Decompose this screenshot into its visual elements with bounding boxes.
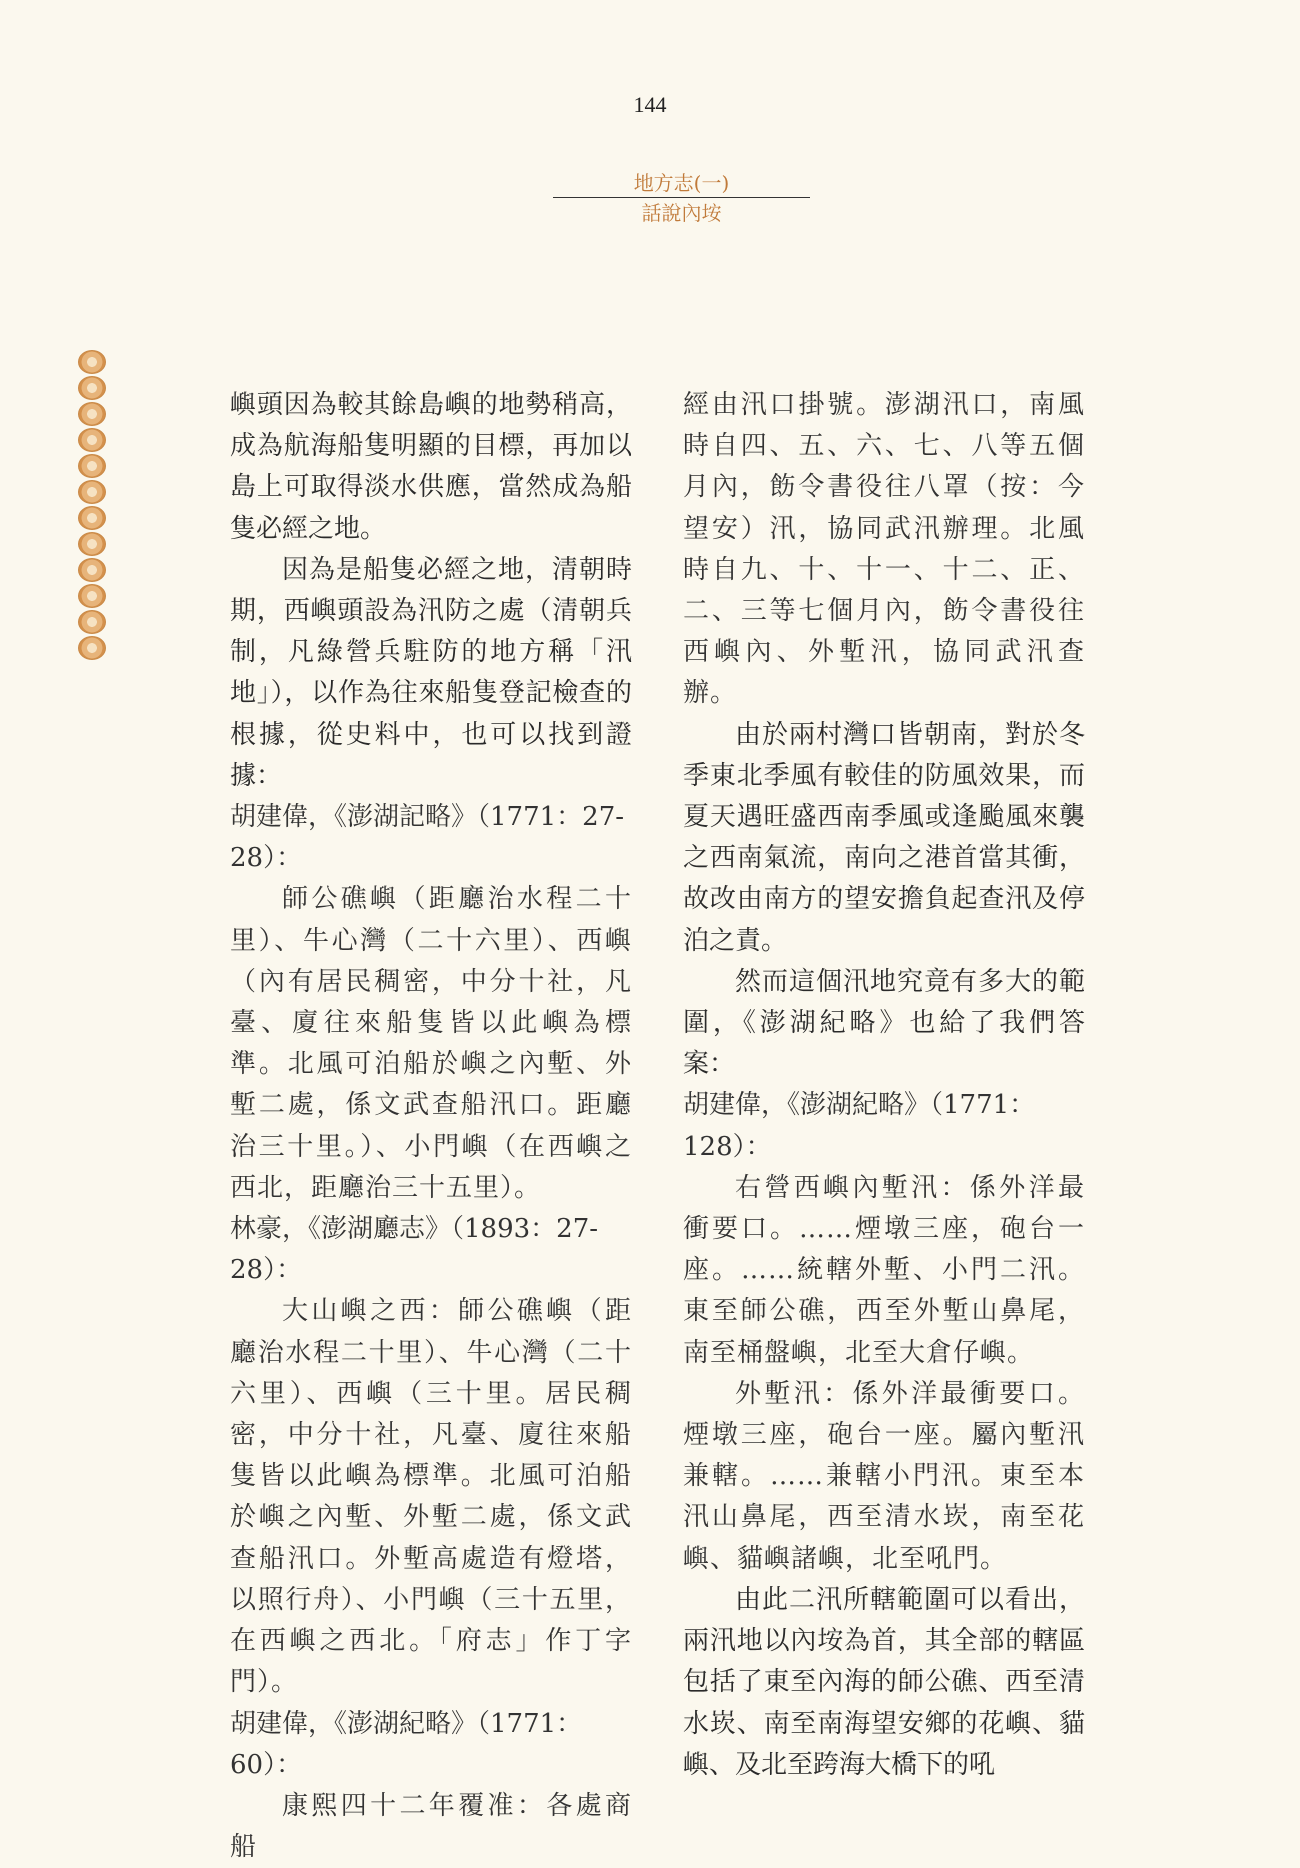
ornament-bead: [78, 506, 106, 530]
ornament-bead: [78, 636, 106, 660]
body-paragraph: 由此二汛所轄範圍可以看出，兩汛地以內垵為首，其全部的轄區包括了東至內海的師公礁、西至清水崁、南至南海望安鄉的花嶼、貓嶼、及北至跨海大橋下的吼: [683, 1584, 1085, 1780]
ornament-bead: [78, 584, 106, 608]
ornament-bead: [78, 610, 106, 634]
block-quote: 大山嶼之西：師公礁嶼（距廳治水程二十里）、牛心灣（二十六里）、西嶼（三十里。居民稠密，中分十社，凡臺、廈往來船隻皆以此嶼為標準。北風可泊船於嶼之內塹、外塹二處，係文武查船汛口。外塹高處造有燈塔，以照行舟）、小門嶼（三十五里，在西嶼之西北。「府志」作丁字門）。: [230, 1296, 632, 1698]
running-head-title: 地方志(一): [633, 171, 730, 195]
ornament-bead: [78, 454, 106, 478]
ornament-bead: [78, 558, 106, 582]
right-column: [683, 385, 1085, 1786]
body-paragraph: 嶼頭因為較其餘島嶼的地勢稍高，成為航海船隻明顯的目標，再加以島上可取得淡水供應，當然成為船隻必經之地。: [230, 390, 632, 544]
citation: 胡建偉，《澎湖紀略》（1771：128）：: [683, 1090, 1036, 1162]
citation: 胡建偉，《澎湖紀略》（1771：60）：: [230, 1708, 583, 1780]
page-number: 144: [633, 92, 667, 117]
block-quote-continued: 經由汛口掛號。澎湖汛口，南風時自四、五、六、七、八等五個月內，飭令書役往八罩（按：今望安）汛，協同武汛辦理。北風時自九、十、十一、十二、正、二、三等七個月內，飭令書役往西嶼內、外塹汛，協同武汛查辦。: [683, 390, 1085, 709]
citation: 胡建偉，《澎湖記略》（1771：27-28）：: [230, 802, 625, 874]
ornament-bead: [78, 350, 106, 374]
body-paragraph: 然而這個汛地究竟有多大的範圍，《澎湖紀略》也給了我們答案：: [683, 966, 1085, 1080]
ornament-bead: [78, 402, 106, 426]
running-head: [553, 170, 810, 225]
running-head-subtitle: 話說內垵: [641, 201, 722, 225]
ornament-bead: [78, 428, 106, 452]
block-quote: 康熙四十二年覆准：各處商船: [230, 1790, 632, 1863]
ornament-bead: [78, 376, 106, 400]
body-paragraph: 因為是船隻必經之地，清朝時期，西嶼頭設為汛防之處（清朝兵制，凡綠營兵駐防的地方稱「汛地」），以作為往來船隻登記檢查的根據，從史料中，也可以找到證據：: [230, 554, 632, 791]
block-quote: 右營西嶼內塹汛：係外洋最衝要口。……煙墩三座，砲台一座。……統轄外塹、小門二汛。東至師公礁，西至外塹山鼻尾，南至桶盤嶼，北至大倉仔嶼。: [683, 1172, 1085, 1368]
block-quote: 外塹汛：係外洋最衝要口。煙墩三座，砲台一座。屬內塹汛兼轄。……兼轄小門汛。東至本汛山鼻尾，西至清水崁，南至花嶼、貓嶼諸嶼，北至吼門。: [683, 1378, 1085, 1574]
body-paragraph: 由於兩村灣口皆朝南，對於冬季東北季風有較佳的防風效果，而夏天遇旺盛西南季風或逢颱風來襲之西南氣流，南向之港首當其衝，故改由南方的望安擔負起查汛及停泊之責。: [683, 719, 1085, 956]
ornament-bead: [78, 480, 106, 504]
ornament-bead: [78, 532, 106, 556]
left-column: [230, 385, 632, 1868]
running-head-rule: [553, 197, 810, 198]
block-quote: 師公礁嶼（距廳治水程二十里）、牛心灣（二十六里）、西嶼（內有居民稠密，中分十社，凡臺、廈往來船隻皆以此嶼為標準。北風可泊船於嶼之內塹、外塹二處，係文武查船汛口。距廳治三十里。）、小門嶼（在西嶼之西北，距廳治三十五里）。: [230, 884, 632, 1203]
margin-ornament: [75, 350, 109, 662]
citation: 林豪，《澎湖廳志》（1893：27-28）：: [230, 1214, 599, 1286]
